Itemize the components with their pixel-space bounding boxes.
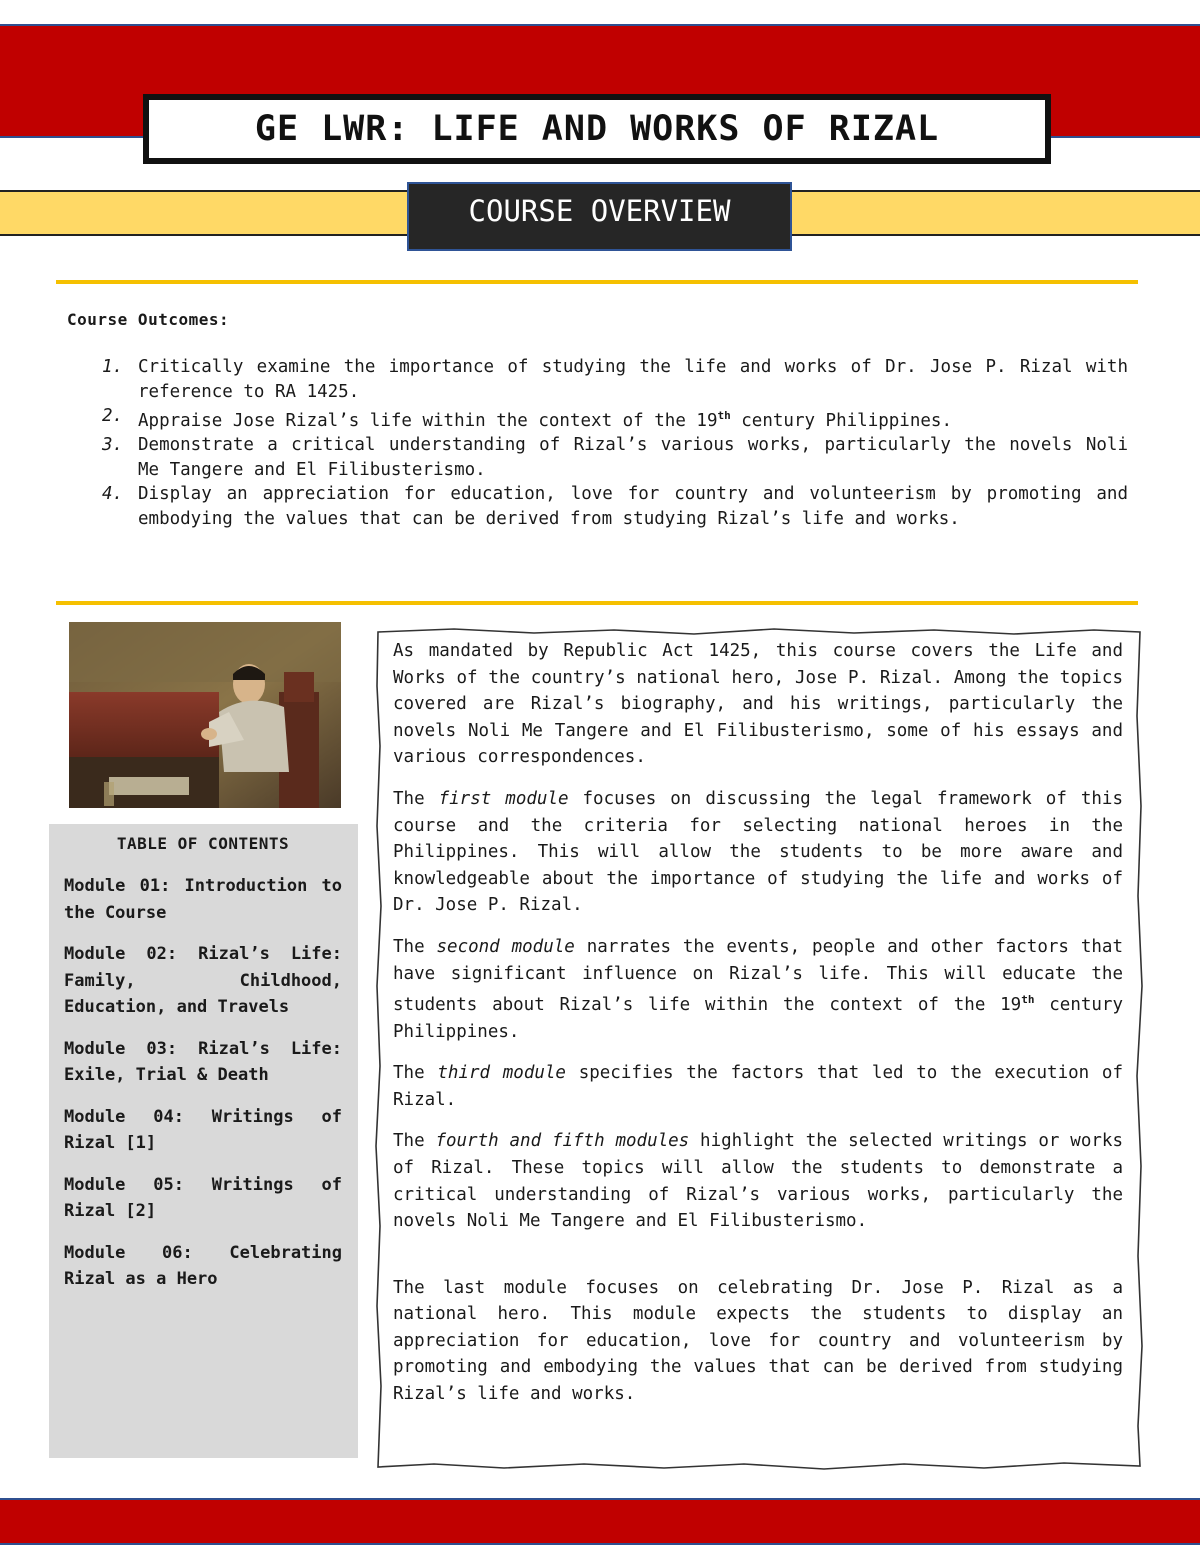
toc-item-module-01[interactable]: Module 01: Introduction to the Course <box>64 876 342 923</box>
outcome-item <box>102 433 1128 482</box>
text-part: The <box>393 788 439 809</box>
text-part: highlight the selected writings or works of Rizal. These topics will allow the students to demonstrate a critical understanding of Rizal’s various works, particularly the novels Noli Me Tangere and El Filibusterismo. <box>393 1131 1123 1232</box>
rizal-portrait-image <box>69 622 341 808</box>
emphasis: third module <box>437 1063 566 1084</box>
toc-item-module-06[interactable]: Module 06: Celebrating Rizal as a Hero <box>64 1242 342 1289</box>
outcomes-list <box>102 355 1128 531</box>
text-part: specifies the factors that led to the execution of Rizal. <box>393 1063 1123 1110</box>
toc-heading: TABLE OF CONTENTS <box>116 834 290 853</box>
outcome-text: Demonstrate a critical understanding of Rizal’s various works, particularly the novels Noli Me Tangere and El Filibusterismo. <box>138 435 1128 480</box>
outcome-text-part: Appraise Jose Rizal’s life within the context of the 19 <box>138 410 718 431</box>
overview-first-module <box>393 786 1123 919</box>
toc-item-module-02[interactable]: Module 02: Rizal’s Life: Family, Childhood, Education, and Travels <box>64 944 342 1017</box>
emphasis: first module <box>438 788 569 809</box>
text-part: The <box>393 1131 436 1152</box>
course-overview-label: COURSE OVERVIEW <box>468 193 731 228</box>
text-part: The <box>393 936 437 957</box>
text-part: narrates the events, people and other factors that have significant influence on Rizal’s life. This will educate the students about Rizal’s life within the context of the 19 <box>393 936 1123 1015</box>
outcome-item <box>102 355 1128 404</box>
table-of-contents <box>49 824 358 1458</box>
outcome-item <box>102 482 1128 531</box>
overview-fourth-fifth-modules <box>393 1128 1123 1234</box>
text-part: century Philippines. <box>393 994 1123 1042</box>
overview-intro: As mandated by Republic Act 1425, this course covers the Life and Works of the country’s national hero, Jose P. Rizal. Among the topics covered are Rizal’s biography, and his writings, particularly the novels Noli Me Tangere and El Filibusterismo, some of his essays and various correspondences. <box>393 641 1123 768</box>
text-part: focuses on discussing the legal framework of this course and the criteria for selecting national heroes in the Philippines. This will allow the students to be more aware and knowledgeable about the importance of studying the life and works of Dr. Jose P. Rizal. <box>393 788 1123 916</box>
outcome-number: 2. <box>102 406 124 426</box>
divider-top <box>56 280 1138 284</box>
superscript: th <box>717 409 731 422</box>
outcome-text: Display an appreciation for education, love for country and volunteerism by promoting and embodying the values that can be derived from studying Rizal’s life and works. <box>138 484 1128 529</box>
overview-last-module: The last module focuses on celebrating Dr. Jose P. Rizal as a national hero. This module expects the students to display an appreciation for education, love for country and volunteerism by promoting and embodying the values that can be derived from studying Rizal’s life and works. <box>393 1277 1123 1405</box>
course-overview-box <box>407 182 792 251</box>
outcome-text-part: century Philippines. <box>730 410 952 431</box>
overview-third-module <box>393 1060 1123 1113</box>
toc-item-module-04[interactable]: Module 04: Writings of Rizal [1] <box>64 1106 342 1153</box>
outcome-text: Critically examine the importance of studying the life and works of Dr. Jose P. Rizal with reference to RA 1425. <box>138 357 1128 402</box>
toc-item-module-05[interactable]: Module 05: Writings of Rizal [2] <box>64 1174 342 1221</box>
emphasis: second module <box>436 936 575 957</box>
portrait-painting <box>69 622 341 808</box>
overview-second-module <box>393 934 1123 1045</box>
outcome-number: 4. <box>102 484 124 505</box>
outcome-number: 1. <box>102 357 124 377</box>
course-overview-text <box>393 638 1123 1423</box>
divider-middle <box>56 601 1138 605</box>
outcome-text <box>138 404 1128 433</box>
outcomes-heading: Course Outcomes: <box>67 310 230 329</box>
outcome-item <box>102 404 1128 433</box>
outcome-number: 3. <box>102 435 124 456</box>
bottom-red-banner <box>0 1498 1200 1545</box>
toc-item-module-03[interactable]: Module 03: Rizal’s Life: Exile, Trial & Death <box>64 1038 342 1085</box>
emphasis: fourth and fifth modules <box>435 1131 690 1152</box>
text-part: The <box>393 1063 438 1084</box>
course-title: GE LWR: LIFE AND WORKS OF RIZAL <box>254 109 940 149</box>
title-box <box>143 94 1051 164</box>
superscript: th <box>1021 993 1035 1007</box>
